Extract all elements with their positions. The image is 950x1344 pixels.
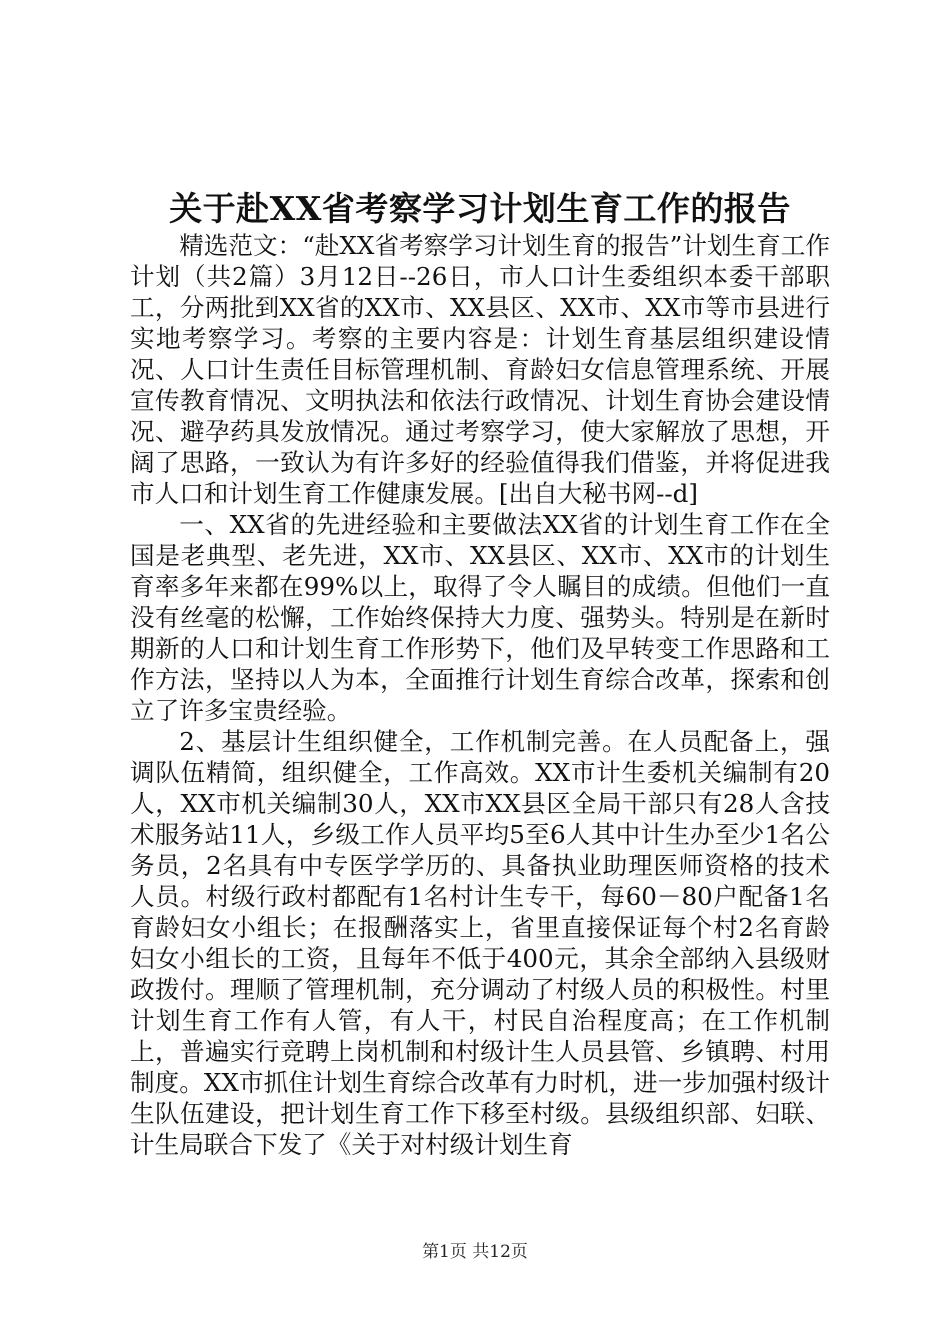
page-footer: 第1页 共12页 <box>422 1242 528 1262</box>
paragraph-point-two: 2、基层计生组织健全，工作机制完善。在人员配备上，强调队伍精简，组织健全，工作高效。XX市计生委机关编制有20人，XX市机关编制30人，XX市XX县区全局干部只有28人含技术服务站11人，乡级工作人员平均5至6人其中计生办至少1名公务员，2名具有中专医学学历的、具备执业助理医师资格的技术人员。村级行政村都配有1名村计生专干，每60－80户配备1名育龄妇女小组长；在报酬落实上，省里直接保证每个村2名育龄妇女小组长的工资，且每年不低于400元，其余全部纳入县级财政拨付。理顺了管理机制，充分调动了村级人员的积极性。村里计划生育工作有人管，有人干，村民自治程度高；在工作机制上，普遍实行竞聘上岗机制和村级计生人员县管、乡镇聘、村用制度。XX市抓住计划生育综合改革有力时机，进一步加强村级计生队伍建设，把计划生育工作下移至村级。县级组织部、妇联、计生局联合下发了《关于对村级计划生育 <box>130 727 830 1159</box>
paragraph-section-one: 一、XX省的先进经验和主要做法XX省的计划生育工作在全国是老典型、老先进，XX市、XX县区、XX市、XX市的计划生育率多年来都在99%以上，取得了令人瞩目的成绩。但他们一直没有丝毫的松懈，工作始终保持大力度、强势头。特别是在新时期新的人口和计划生育工作形势下，他们及早转变工作思路和工作方法，坚持以人为本，全面推行计划生育综合改革，探索和创立了许多宝贵经验。 <box>130 510 830 725</box>
document-title: 关于赴XX省考察学习计划生育工作的报告 <box>169 189 791 228</box>
paragraph-intro: 精选范文：“赴XX省考察学习计划生育的报告”计划生育工作计划（共2篇）3月12日--26日，市人口计生委组织本委干部职工，分两批到XX省的XX市、XX县区、XX市、XX市等市县进行实地考察学习。考察的主要内容是：计划生育基层组织建设情况、人口计生责任目标管理机制、育龄妇女信息管理系统、开展宣传教育情况、文明执法和依法行政情况、计划生育协会建设情况、避孕药具发放情况。通过考察学习，使大家解放了思想，开阔了思路，一致认为有许多好的经验值得我们借鉴，并将促进我市人口和计划生育工作健康发展。[出自大秘书网--d] <box>130 231 830 508</box>
document-body <box>130 230 830 1160</box>
